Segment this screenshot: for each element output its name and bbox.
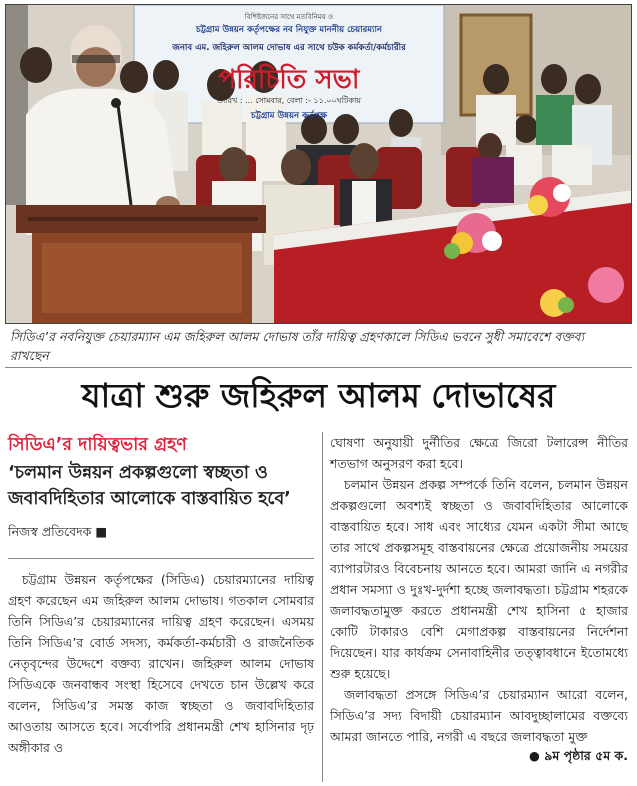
banner-line-2: চট্টগ্রাম উন্নয়ন কর্তৃপক্ষের নব নিযুক্ত মাননীয় চেয়ারম্যান [195,25,383,35]
column-divider [322,432,323,782]
banner-line-3: জনাব এম. জহিরুল আলম দোভাষ এর সাথে চউক কর্মকর্তা/কর্মচারীর [172,43,406,53]
byline: নিজস্ব প্রতিবেদক ■ [8,524,108,539]
subheadline: ‘চলমান উন্নয়ন প্রকল্পগুলো স্বচ্ছতা ও জবাবদিহিতার আলোকে বাস্তবায়িত হবে’ [8,463,291,509]
left-body-paragraph: চট্টগ্রাম উন্নয়ন কর্তৃপক্ষের (সিডিএ) চেয়ারম্যানের দায়িত্ব গ্রহণ করেছেন এম জহিরুল আলম দোভাষ। গতকাল সোমবার তিনি সিডিএ’র চেয়ারম্যানের দায়িত্ব গ্রহণ করেছেন। এসময় তিনি সিডিএ’র বোর্ড সদস্য, কর্মকর্তা-কর্মচারী ও রাজনৈতিক নেতৃবৃন্দের উদ্দেশে বক্তব্য রাখেন। জহিরুল আলম দোভাষ সিডিএকে জনবান্ধব সংস্থা হিসেবে দেখতে চান উল্লেখ করে বলেন, সিডিএ’র সমস্ত কাজ স্বচ্ছতা ও জবাবদিহিতার আওতায় আসতে হবে। সর্বোপরি প্রধানমন্ত্রী শেখ হাসিনার দৃঢ় অঙ্গীকার ও [8,572,314,755]
headline: যাত্রা শুরু জহিরুল আলম দোভাষের [81,376,556,415]
kicker: সিডিএ’র দায়িত্বভার গ্রহণ [8,435,187,455]
right-paragraph-1: ঘোষণা অনুযায়ী দুর্নীতির ক্ষেত্রে জিরো টলারেন্স নীতির শতভাগ অনুসরণ করা হবে। [330,435,628,471]
continued-on-page[interactable]: ● ৯ম পৃষ্ঠার ৫ম ক. [528,748,628,763]
banner-line-1: বিশিষ্টজনের সাথে মতবিনিময় ও [244,13,334,21]
banner-line-5: তারিখ : ... সোমবার, বেলা :- ১১.০০ঘটিকায় [217,96,361,105]
event-photo [5,4,632,324]
photo-caption: সিডিএ’র নবনিযুক্ত চেয়ারম্যান এম জহিরুল আলম দোভাষ তাঁর দায়িত্ব গ্রহণকালে সিডিএ ভবনে সুধী সমাবেশে বক্তব্য রাখছেন [10,329,585,363]
left-column [8,432,314,758]
right-column [330,432,628,768]
byline-rule [8,558,314,559]
banner-line-6: চট্টগ্রাম উন্নয়ন কর্তৃপক্ষ [251,111,327,121]
headline-top-rule [5,367,632,368]
right-paragraph-2: চলমান উন্নয়ন প্রকল্প সম্পর্কে তিনি বলেন, চলমান উন্নয়ন প্রকল্পগুলো অবশ্যই স্বচ্ছতা ও জবাবদিহিতার আলোকে বাস্তবায়িত হবে। সাধ এবং সাধ্যের যেমন একটা সীমা আছে তার সাথে প্রকল্পসমূহ বাস্তবায়নের ক্ষেত্রে প্রয়োজনীয় সময়ের ব্যাপারটারও বিবেচনায় আনতে হবে। আমরা জানি এ নগরীর প্রধান সমস্যা ও দুঃখ-দুর্দশা হচ্ছে জলাবদ্ধতা। চট্টগ্রাম শহরকে জলাবদ্ধতামুক্ত করতে প্রধানমন্ত্রী শেখ হাসিনা ৫ হাজার কোটি টাকারও বেশি মেগাপ্রকল্প বাস্তবায়নের নির্দেশনা দিয়েছেন। যার কার্যক্রম সেনাবাহিনীর তত্ত্বাবধানে ইতোমধ্যে শুরু হয়েছে। [330,477,628,681]
right-paragraph-3: জলাবদ্ধতা প্রসঙ্গে সিডিএ’র চেয়ারম্যান আরো বলেন, সিডিএ’র সদ্য বিদায়ী চেয়ারম্যান আবদুচ্ছালামের বক্তব্যে আমরা জানতে পারি, নগরী এ বছরে জলাবদ্ধতা মুক্ত [330,687,628,744]
banner-title: পরিচিতি সভা [218,65,360,95]
